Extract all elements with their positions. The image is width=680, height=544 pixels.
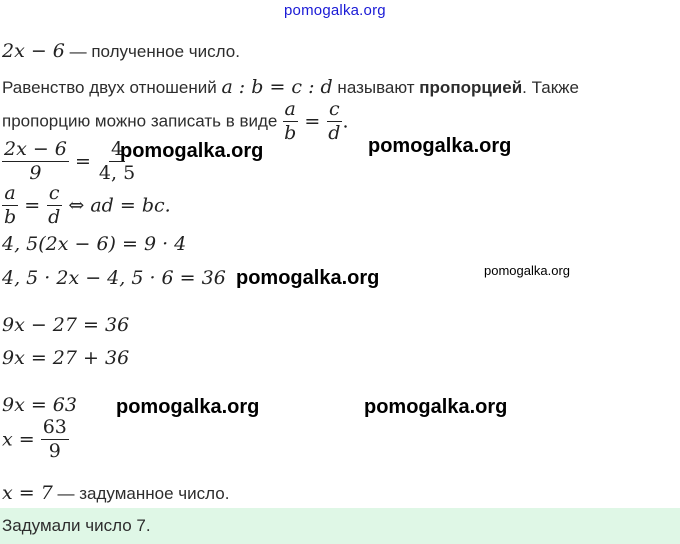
answer-box (0, 508, 680, 544)
equation-fraction: $\frac{2x - 6}{9}$ = $\frac{4}{4, 5}$ (4, 138, 136, 184)
line-text: пропорцию можно записать в виде (2, 111, 283, 131)
equation-step: 9x = 63 (2, 394, 77, 416)
fraction: $\frac{c}{d}$ (328, 98, 341, 144)
line-proportion-fraction-form: пропорцию можно записать в виде $\frac{a}{b}$ = $\frac{c}{d}$ . (2, 98, 349, 144)
math-expression: a : b = c : d (221, 76, 333, 98)
watermark: pomogalka.org (236, 267, 380, 289)
fraction: $\frac{a}{b}$ (284, 98, 297, 144)
equation-step: 4, 5 · 2x − 4, 5 · 6 = 36 (2, 267, 226, 289)
line-text: Равенство двух отношений (2, 78, 222, 97)
watermark: pomogalka.org (364, 396, 508, 418)
line-answer-number (2, 482, 229, 504)
watermark: pomogalka.org (368, 135, 512, 157)
fraction: $\frac{63}{9}$ (42, 416, 67, 462)
watermark: pomogalka.org (116, 396, 260, 418)
line-result-number (2, 40, 240, 62)
equation-step: 4, 5(2x − 6) = 9 · 4 (2, 233, 187, 255)
fraction: $\frac{a}{b}$ (4, 182, 17, 228)
line-text: — задуманное число. (52, 484, 230, 503)
fraction: $\frac{c}{d}$ (48, 182, 61, 228)
watermark: pomogalka.org (120, 140, 264, 162)
line-text: . Также (522, 78, 579, 97)
math-expression: 2x − 6 (2, 40, 65, 62)
equation-step: 9x − 27 = 36 (2, 314, 130, 336)
answer-text: Задумали число 7. (2, 516, 151, 535)
equation-step: 9x = 27 + 36 (2, 347, 130, 369)
bold-term: пропорцией (419, 78, 523, 97)
watermark-top-link: pomogalka.org (284, 2, 386, 19)
fraction: $\frac{4}{4, 5}$ (98, 138, 136, 184)
line-proportion-definition (2, 76, 579, 98)
fraction: $\frac{2x - 6}{9}$ (4, 138, 67, 184)
line-text: — полученное число. (64, 42, 240, 61)
watermark: pomogalka.org (484, 263, 570, 278)
equation-proportion-rule: $\frac{a}{b}$ = $\frac{c}{d}$ ⇔ ad = bc. (4, 182, 171, 228)
line-text: называют (332, 78, 420, 97)
equation-x-fraction: x = $\frac{63}{9}$ (2, 416, 67, 462)
math-expression: x = 7 (2, 482, 53, 504)
